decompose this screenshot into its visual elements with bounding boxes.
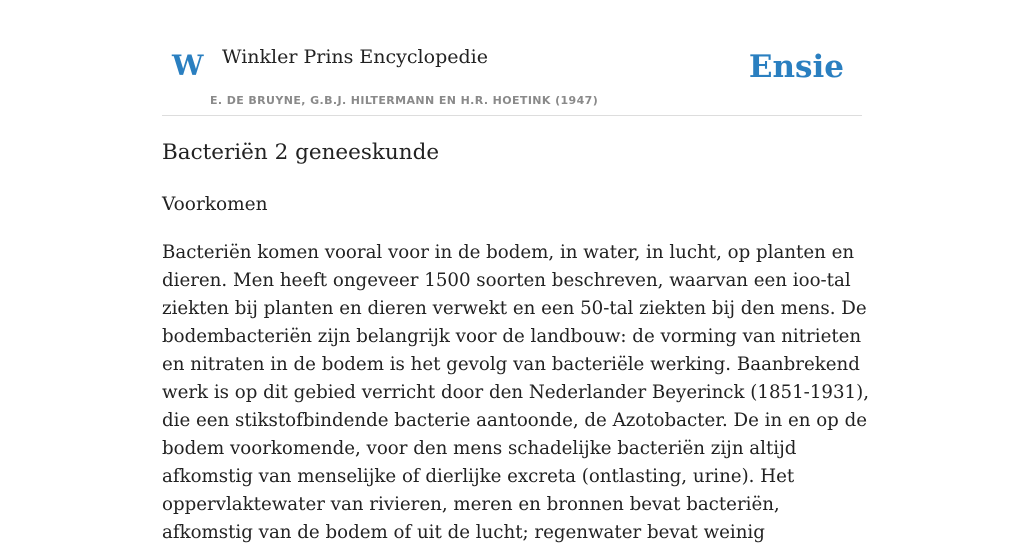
section-title: Voorkomen (162, 194, 268, 215)
article-title: Bacteriën 2 geneeskunde (162, 140, 440, 165)
article-body: Bacteriën komen vooral voor in de bodem, in water, in lucht, op planten en dieren. Men heeft ongeveer 1500 soorten beschreven, waarvan een ioo-tal ziekten bij planten en dieren verwekt en een 50-tal ziekten bij den mens. De bodembacteriën zijn belangrijk voor de landbouw: de vorming van nitrieten en nitraten in de bodem is het gevolg van bacteriële werking. Baanbrekend werk is op dit gebied verricht door den Nederlander Beyerinck (1851-1931), die een stikstofbindende bacterie aantoonde, de Azotobacter. De in en op de bodem voorkomende, voor den mens schadelijke bacteriën zijn altijd afkomstig van menselijke of dierlijke excreta (ontlasting, urine). Het oppervlaktewater van rivieren, meren en bronnen bevat bacteriën, afkomstig van de bodem of uit de lucht; regenwater bevat weinig (162, 242, 869, 543)
content-container (162, 0, 869, 543)
header (162, 0, 862, 116)
winkler-prins-logo-icon[interactable]: W (172, 49, 204, 82)
ensie-logo[interactable]: Ensie (748, 49, 844, 85)
publication-title[interactable]: Winkler Prins Encyclopedie (222, 46, 488, 68)
publication-authors: E. DE BRUYNE, G.B.J. HILTERMANN EN H.R. HOETINK (1947) (210, 94, 599, 107)
